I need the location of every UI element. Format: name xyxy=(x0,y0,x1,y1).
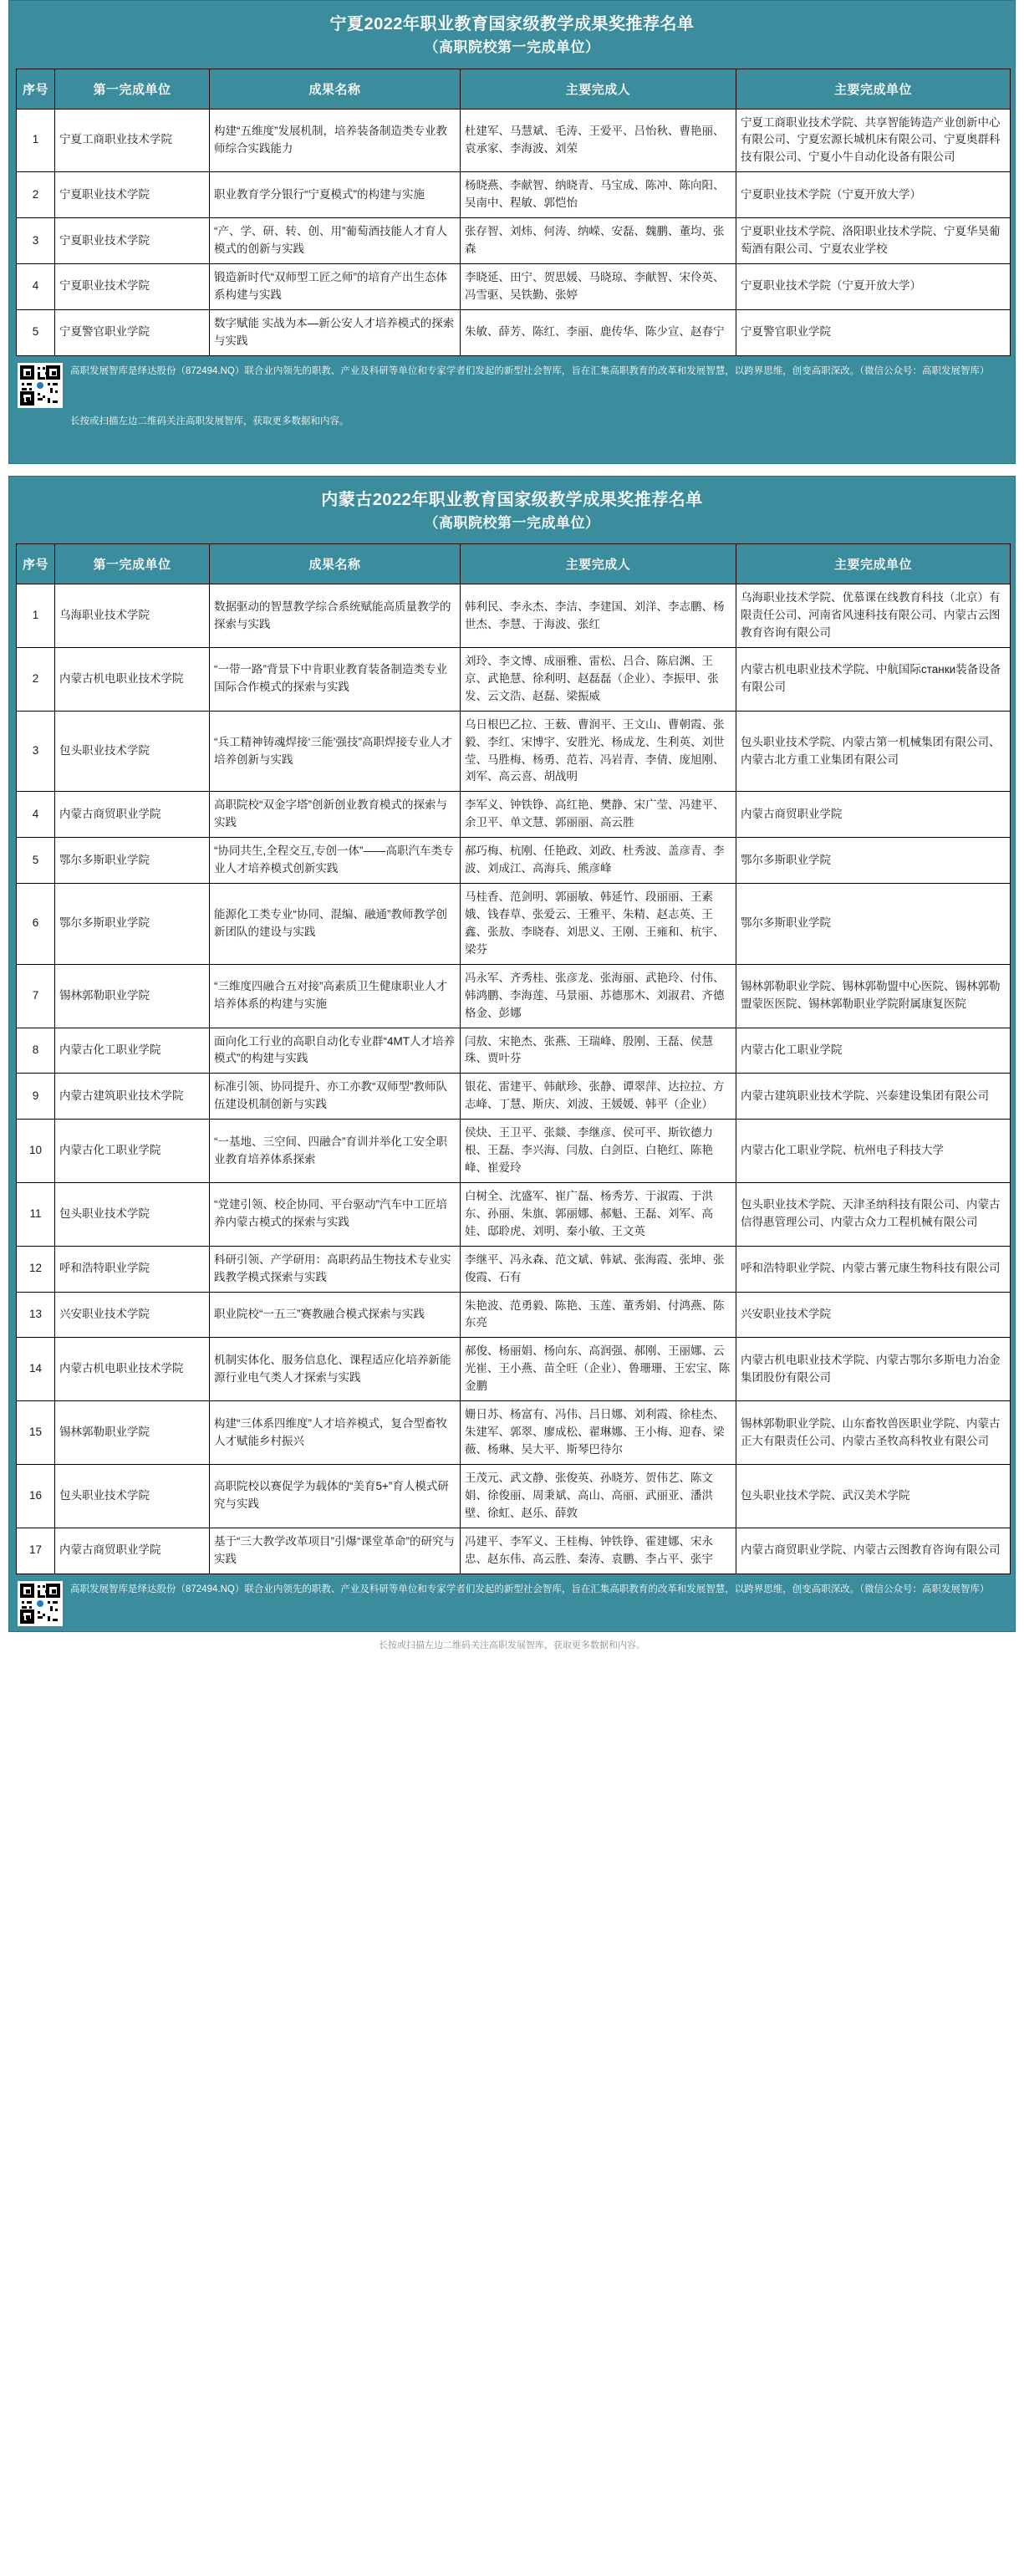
cell-index: 3 xyxy=(17,218,55,264)
table-row xyxy=(17,1464,1011,1528)
col-header-index: 序号 xyxy=(17,544,55,584)
table-row xyxy=(17,263,1011,309)
cell-index: 15 xyxy=(17,1401,55,1465)
cell-first-unit: 宁夏工商职业技术学院 xyxy=(55,109,210,172)
neimenggu-title-block xyxy=(9,477,1015,544)
table-row xyxy=(17,1120,1011,1183)
cell-index: 2 xyxy=(17,647,55,711)
cell-index: 16 xyxy=(17,1464,55,1528)
cell-achievement: “三维度四融合五对接”高素质卫生健康职业人才培养体系的构建与实施 xyxy=(210,964,461,1028)
cell-achievement: 高职院校以赛促学为载体的“美育5+”育人模式研究与实践 xyxy=(210,1464,461,1528)
table-row xyxy=(17,172,1011,218)
cell-index: 2 xyxy=(17,172,55,218)
cell-first-unit: 宁夏警官职业学院 xyxy=(55,309,210,355)
ningxia-table-body xyxy=(17,109,1011,355)
page-title: 宁夏2022年职业教育国家级教学成果奖推荐名单 xyxy=(329,15,695,33)
cell-index: 17 xyxy=(17,1528,55,1574)
table-row xyxy=(17,884,1011,965)
cell-index: 10 xyxy=(17,1120,55,1183)
cell-achievement: 职业院校“一五三”赛教融合模式探索与实践 xyxy=(210,1292,461,1338)
ningxia-table-card xyxy=(8,0,1016,464)
col-header-units: 主要完成单位 xyxy=(736,69,1011,109)
neimenggu-table-card xyxy=(8,476,1016,1632)
cell-people: 杜建军、马慧斌、毛涛、王爱平、吕怡秋、曹艳丽、袁承家、李海波、刘荣 xyxy=(461,109,736,172)
cell-first-unit: 包头职业技术学院 xyxy=(55,1182,210,1246)
cell-units: 内蒙古机电职业技术学院、内蒙古鄂尔多斯电力冶金集团股份有限公司 xyxy=(736,1338,1011,1401)
table-row xyxy=(17,964,1011,1028)
cell-people: 张存智、刘炜、何涛、纳嵘、安磊、魏鹏、董均、张森 xyxy=(461,218,736,264)
table-row xyxy=(17,1028,1011,1074)
cell-units: 内蒙古化工职业学院 xyxy=(736,1028,1011,1074)
cell-units: 宁夏职业技术学院（宁夏开放大学） xyxy=(736,172,1011,218)
neimenggu-table xyxy=(16,543,1011,1574)
cell-units: 兴安职业技术学院 xyxy=(736,1292,1011,1338)
col-header-index: 序号 xyxy=(17,69,55,109)
ningxia-title-block xyxy=(9,1,1015,69)
col-header-achievement: 成果名称 xyxy=(210,544,461,584)
cell-first-unit: 内蒙古建筑职业技术学院 xyxy=(55,1074,210,1120)
cell-people: 银花、雷建平、韩献珍、张静、谭翠萍、达拉拉、方志峰、丁慧、斯庆、刘波、王媛媛、韩平（企业） xyxy=(461,1074,736,1120)
cell-units: 包头职业技术学院、内蒙古第一机械集团有限公司、内蒙古北方重工业集团有限公司 xyxy=(736,711,1011,792)
cell-first-unit: 兴安职业技术学院 xyxy=(55,1292,210,1338)
cell-units: 宁夏职业技术学院、洛阳职业技术学院、宁夏华昊葡萄酒有限公司、宁夏农业学校 xyxy=(736,218,1011,264)
cell-units: 宁夏工商职业技术学院、共享智能铸造产业创新中心有限公司、宁夏宏源长城机床有限公司、宁夏奥群科技有限公司、宁夏小牛自动化设备有限公司 xyxy=(736,109,1011,172)
ningxia-table xyxy=(16,69,1011,356)
promo-banner-2 xyxy=(9,1574,1015,1631)
cell-people: 郝俊、杨丽娟、杨向东、高润强、郝刚、王丽娜、云光崔、王小燕、苗全旺（企业）、鲁珊珊、王宏宝、陈金鹏 xyxy=(461,1338,736,1401)
cell-achievement: “一基地、三空间、四融合”育训并举化工安全职业教育培养体系探索 xyxy=(210,1120,461,1183)
col-header-first-unit: 第一完成单位 xyxy=(55,69,210,109)
table-row xyxy=(17,1246,1011,1292)
cell-units: 乌海职业技术学院、优慕课在线教育科技（北京）有限责任公司、河南省风速科技有限公司、内蒙古云图教育咨询有限公司 xyxy=(736,584,1011,648)
cell-index: 1 xyxy=(17,109,55,172)
promo-note-1: 长按或扫描左边二维码关注高职发展智库，获取更多数据和内容。 xyxy=(70,416,349,426)
ningxia-table-wrapper xyxy=(9,69,1015,356)
cell-people: 乌日根巴乙拉、王薮、曹润平、王文山、曹朝霞、张毅、李红、宋博宇、安胜光、杨成龙、生利英、刘世莹、马胜梅、杨勇、范若、冯岩青、李倩、庞旭刚、刘军、高云喜、胡战明 xyxy=(461,711,736,792)
cell-units: 包头职业技术学院、武汉美术学院 xyxy=(736,1464,1011,1528)
cell-achievement: “协同共生,全程交互,专创一体”——高职汽车类专业人才培养模式创新实践 xyxy=(210,838,461,884)
cell-first-unit: 锡林郭勒职业学院 xyxy=(55,964,210,1028)
cell-achievement: “党建引领、校企协同、平台驱动”汽车中工匠培养内蒙古模式的探索与实践 xyxy=(210,1182,461,1246)
cell-index: 3 xyxy=(17,711,55,792)
cell-units: 鄂尔多斯职业学院 xyxy=(736,884,1011,965)
cell-index: 8 xyxy=(17,1028,55,1074)
cell-units: 内蒙古商贸职业学院、内蒙古云图教育咨询有限公司 xyxy=(736,1528,1011,1574)
col-header-achievement: 成果名称 xyxy=(210,69,461,109)
table-row xyxy=(17,1074,1011,1120)
cell-first-unit: 宁夏职业技术学院 xyxy=(55,263,210,309)
page-subtitle: （高职院校第一完成单位） xyxy=(424,39,600,55)
cell-units: 锡林郭勒职业学院、山东畜牧兽医职业学院、内蒙古正大有限责任公司、内蒙古圣牧高科牧业有限公司 xyxy=(736,1401,1011,1465)
cell-first-unit: 宁夏职业技术学院 xyxy=(55,218,210,264)
table-row xyxy=(17,1401,1011,1465)
cell-first-unit: 内蒙古化工职业学院 xyxy=(55,1028,210,1074)
cell-first-unit: 锡林郭勒职业学院 xyxy=(55,1401,210,1465)
cell-units: 呼和浩特职业学院、内蒙古薯元康生物科技有限公司 xyxy=(736,1246,1011,1292)
cell-people: 郝巧梅、杭刚、任艳政、刘政、杜秀波、盖彦青、李波、刘成江、高海兵、熊彦峰 xyxy=(461,838,736,884)
cell-index: 1 xyxy=(17,584,55,648)
table-header-row xyxy=(17,69,1011,109)
cell-first-unit: 乌海职业技术学院 xyxy=(55,584,210,648)
cell-achievement: 锻造新时代“双师型工匠之师”的培育产出生态体系构建与实践 xyxy=(210,263,461,309)
promo-banner-1 xyxy=(9,356,1015,413)
table-header-row xyxy=(17,544,1011,584)
cell-achievement: “产、学、研、转、创、用”葡萄酒技能人才育人模式的创新与实践 xyxy=(210,218,461,264)
neimenggu-table-wrapper xyxy=(9,543,1015,1574)
cell-achievement: 机制实体化、服务信息化、课程适应化培养新能源行业电气类人才探索与实践 xyxy=(210,1338,461,1401)
cell-units: 内蒙古化工职业学院、杭州电子科技大学 xyxy=(736,1120,1011,1183)
cell-first-unit: 内蒙古机电职业技术学院 xyxy=(55,647,210,711)
cell-first-unit: 内蒙古商贸职业学院 xyxy=(55,792,210,838)
cell-units: 宁夏警官职业学院 xyxy=(736,309,1011,355)
page-title-2: 内蒙古2022年职业教育国家级教学成果奖推荐名单 xyxy=(321,490,703,509)
cell-achievement: 职业教育学分银行“宁夏模式”的构建与实施 xyxy=(210,172,461,218)
promo-note-2: 长按或扫描左边二维码关注高职发展智库，获取更多数据和内容。 xyxy=(8,1635,1016,1660)
cell-achievement: “兵工精神铸魂焊接‘三能’强技”高职焊接专业人才培养创新与实践 xyxy=(210,711,461,792)
promo-banner-1b xyxy=(9,413,1015,463)
cell-units: 宁夏职业技术学院（宁夏开放大学） xyxy=(736,263,1011,309)
col-header-people: 主要完成人 xyxy=(461,69,736,109)
cell-index: 4 xyxy=(17,792,55,838)
cell-achievement: 构建“三体系四维度”人才培养模式，复合型畜牧人才赋能乡村振兴 xyxy=(210,1401,461,1465)
col-header-units: 主要完成单位 xyxy=(736,544,1011,584)
col-header-first-unit: 第一完成单位 xyxy=(55,544,210,584)
cell-first-unit: 呼和浩特职业学院 xyxy=(55,1246,210,1292)
cell-achievement: “一带一路”背景下中肯职业教育装备制造类专业国际合作模式的探索与实践 xyxy=(210,647,461,711)
cell-people: 闫敖、宋艳杰、张燕、王瑞峰、殷刚、王磊、侯慧珠、贾叶芬 xyxy=(461,1028,736,1074)
cell-people: 白树全、沈盛军、崔广磊、杨秀芳、于淑霞、于洪东、孙丽、朱旗、郭丽娜、郝魁、王磊、刘军、高娃、邸聆虎、刘明、秦小敏、王文英 xyxy=(461,1182,736,1246)
cell-achievement: 数据驱动的智慧教学综合系统赋能高质量教学的探索与实践 xyxy=(210,584,461,648)
cell-people: 韩利民、李永杰、李洁、李建国、刘洋、李志鹏、杨世杰、李慧、于海波、张红 xyxy=(461,584,736,648)
cell-units: 锡林郭勒职业学院、锡林郭勒盟中心医院、锡林郭勒盟蒙医医院、锡林郭勒职业学院附属康复医院 xyxy=(736,964,1011,1028)
table-row xyxy=(17,584,1011,648)
cell-index: 6 xyxy=(17,884,55,965)
table-row xyxy=(17,309,1011,355)
cell-first-unit: 包头职业技术学院 xyxy=(55,1464,210,1528)
cell-index: 5 xyxy=(17,838,55,884)
cell-index: 13 xyxy=(17,1292,55,1338)
table-row xyxy=(17,647,1011,711)
cell-people: 杨晓燕、李献智、纳晓青、马宝成、陈冲、陈向阳、吴南中、程敏、郭恺怡 xyxy=(461,172,736,218)
cell-achievement: 构建“五维度”发展机制，培养装备制造类专业教师综合实践能力 xyxy=(210,109,461,172)
cell-units: 内蒙古建筑职业技术学院、兴泰建设集团有限公司 xyxy=(736,1074,1011,1120)
table-row xyxy=(17,711,1011,792)
cell-people: 冯建平、李军义、王桂梅、钟铁铮、霍建娜、宋永忠、赵东伟、高云胜、秦涛、袁鹏、李占平、张宇 xyxy=(461,1528,736,1574)
cell-people: 李继平、冯永森、范文斌、韩斌、张海霞、张坤、张俊霞、石有 xyxy=(461,1246,736,1292)
cell-people: 刘玲、李文博、成丽雅、雷松、吕合、陈启渊、王京、武艳慧、徐利明、赵磊磊（企业）、李振甲、张发、云文浩、赵磊、梁振威 xyxy=(461,647,736,711)
cell-achievement: 基于“三大教学改革项目”引爆“课堂革命”的研究与实践 xyxy=(210,1528,461,1574)
cell-index: 14 xyxy=(17,1338,55,1401)
qr-code-icon xyxy=(18,363,63,408)
cell-index: 4 xyxy=(17,263,55,309)
cell-index: 9 xyxy=(17,1074,55,1120)
cell-first-unit: 宁夏职业技术学院 xyxy=(55,172,210,218)
cell-index: 11 xyxy=(17,1182,55,1246)
table-row xyxy=(17,792,1011,838)
page-subtitle-2: （高职院校第一完成单位） xyxy=(424,514,600,531)
cell-units: 内蒙古机电职业技术学院、中航国际станки装备设备有限公司 xyxy=(736,647,1011,711)
cell-achievement: 标准引领、协同提升、亦工亦教“双师型”教师队伍建设机制创新与实践 xyxy=(210,1074,461,1120)
cell-people: 朱敏、薛芳、陈红、李丽、鹿传华、陈少宣、赵春宁 xyxy=(461,309,736,355)
cell-people: 李晓延、田宁、贺思媛、马晓琼、李献智、宋伶英、冯雪驱、吴铁勤、张婷 xyxy=(461,263,736,309)
cell-first-unit: 包头职业技术学院 xyxy=(55,711,210,792)
cell-index: 12 xyxy=(17,1246,55,1292)
cell-people: 王茂元、武文静、张俊英、孙晓芳、贺伟艺、陈文娟、徐俊丽、周秉斌、高山、高丽、武丽亚、潘洪壁、徐虹、赵乐、薛敦 xyxy=(461,1464,736,1528)
cell-first-unit: 内蒙古化工职业学院 xyxy=(55,1120,210,1183)
cell-people: 李军义、钟铁铮、高红艳、樊静、宋广莹、冯建平、余卫平、单文慧、郭丽丽、高云胜 xyxy=(461,792,736,838)
cell-achievement: 高职院校“双金字塔”创新创业教育模式的探索与实践 xyxy=(210,792,461,838)
neimenggu-table-body xyxy=(17,584,1011,1574)
cell-units: 鄂尔多斯职业学院 xyxy=(736,838,1011,884)
table-row xyxy=(17,1182,1011,1246)
cell-people: 马桂香、范剑明、郭丽敏、韩延竹、段丽丽、王素娥、钱春草、张爱云、王雅平、朱精、赵志英、王鑫、张敖、李晓春、刘思义、王刚、王雍和、杭宇、梁芬 xyxy=(461,884,736,965)
promo-text-1: 高职发展智库是绎达股份（872494.NQ）联合业内领先的职教、产业及科研等单位和专家学者们发起的新型社会智库，旨在汇集高职教育的改革和发展智慧，以跨界思维，创变高职深改。（微信公众号：高职发展智库） xyxy=(70,365,990,376)
table-row xyxy=(17,1338,1011,1401)
cell-achievement: 能源化工类专业“协同、混编、融通”教师教学创新团队的建设与实践 xyxy=(210,884,461,965)
qr-code-icon xyxy=(18,1581,63,1626)
cell-first-unit: 鄂尔多斯职业学院 xyxy=(55,838,210,884)
cell-units: 包头职业技术学院、天津圣纳科技有限公司、内蒙古信得惠管理公司、内蒙古众力工程机械有限公司 xyxy=(736,1182,1011,1246)
cell-first-unit: 内蒙古机电职业技术学院 xyxy=(55,1338,210,1401)
promo-text-2: 高职发展智库是绎达股份（872494.NQ）联合业内领先的职教、产业及科研等单位和专家学者们发起的新型社会智库，旨在汇集高职教育的改革和发展智慧，以跨界思维，创变高职深改。（微信公众号：高职发展智库） xyxy=(70,1584,990,1594)
cell-first-unit: 鄂尔多斯职业学院 xyxy=(55,884,210,965)
cell-people: 朱艳波、范勇毅、陈艳、玉莲、董秀娟、付鸿燕、陈东亮 xyxy=(461,1292,736,1338)
table-row xyxy=(17,218,1011,264)
col-header-people: 主要完成人 xyxy=(461,544,736,584)
cell-index: 7 xyxy=(17,964,55,1028)
cell-people: 侯炔、王卫平、张燚、李继彦、侯可平、斯钦德力根、王磊、李兴海、闫敖、白剑臣、白艳红、陈艳峰、崔爱玲 xyxy=(461,1120,736,1183)
table-row xyxy=(17,1292,1011,1338)
cell-index: 5 xyxy=(17,309,55,355)
cell-people: 姗日苏、杨富有、冯伟、吕日娜、刘利霞、徐桂杰、朱建军、郭翠、廖成松、翟琳娜、王小梅、迎春、梁薇、杨琳、吴大平、斯琴巴待尔 xyxy=(461,1401,736,1465)
table-row xyxy=(17,838,1011,884)
cell-people: 冯永军、齐秀桂、张彦龙、张海丽、武艳玲、付伟、韩鸿鹏、李海莲、马景丽、苏德那木、刘淑君、齐德格金、彭娜 xyxy=(461,964,736,1028)
table-row xyxy=(17,1528,1011,1574)
cell-achievement: 数字赋能 实战为本—新公安人才培养模式的探索与实践 xyxy=(210,309,461,355)
cell-first-unit: 内蒙古商贸职业学院 xyxy=(55,1528,210,1574)
table-row xyxy=(17,109,1011,172)
cell-units: 内蒙古商贸职业学院 xyxy=(736,792,1011,838)
cell-achievement: 科研引领、产学研用：高职药品生物技术专业实践教学模式探索与实践 xyxy=(210,1246,461,1292)
cell-achievement: 面向化工行业的高职自动化专业群“4MT人才培养模式”的构建与实践 xyxy=(210,1028,461,1074)
